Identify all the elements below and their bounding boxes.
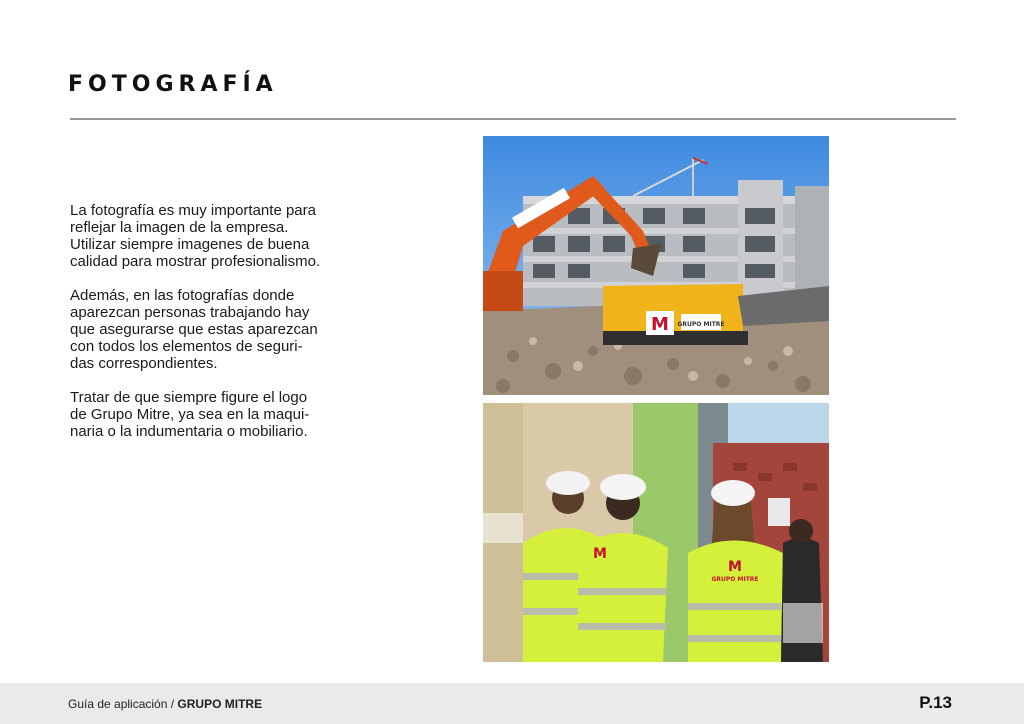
machinery-brand: GRUPO MITRE bbox=[677, 321, 725, 328]
footer-guide-label bbox=[68, 697, 262, 711]
vest-brand: GRUPO MITRE bbox=[711, 576, 759, 583]
paragraph-2: Además, en las fotografías donde aparezcan personas trabajando hay que asegurarse que estas aparezcan con todos los elementos de seguri- das correspondientes. bbox=[70, 287, 318, 372]
title-divider bbox=[70, 118, 956, 120]
excavator-illustration bbox=[483, 136, 829, 395]
footer-brand: GRUPO MITRE bbox=[177, 697, 263, 711]
footer bbox=[0, 683, 1024, 724]
vest-logo-2: M bbox=[728, 559, 742, 575]
paragraph-3: Tratar de que siempre figure el logo de Grupo Mitre, ya sea en la maqui- naria o la indumentaria o mobiliario. bbox=[70, 389, 310, 440]
page-title: FOTOGRAFÍA bbox=[68, 72, 278, 97]
guide-label: Guía de aplicación / bbox=[68, 697, 175, 711]
paragraph-1: La fotografía es muy importante para reflejar la imagen de la empresa. Utilizar siempre imagenes de buena calidad para mostrar profesionalismo. bbox=[70, 202, 321, 270]
body-text bbox=[70, 202, 360, 457]
vest-logo: M bbox=[593, 546, 607, 562]
photo-excavator-site bbox=[483, 136, 829, 395]
page-number: P.13 bbox=[919, 693, 952, 712]
workers-illustration bbox=[483, 403, 829, 662]
photo-workers bbox=[483, 403, 829, 662]
machinery-logo: M bbox=[651, 314, 669, 335]
